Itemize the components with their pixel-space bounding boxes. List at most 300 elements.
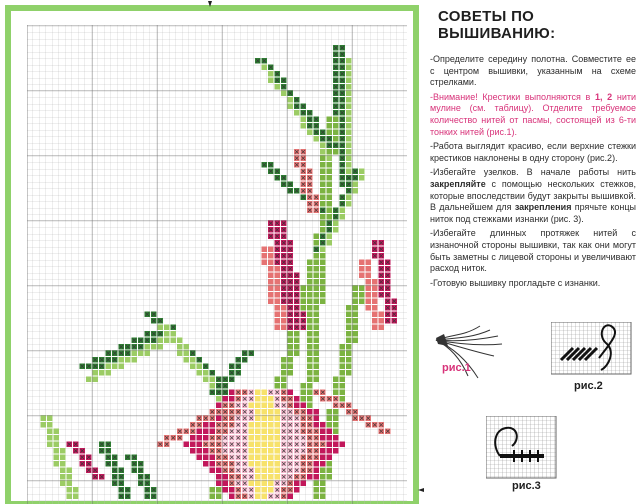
stitch-cell (314, 344, 320, 350)
stitch-cell (249, 429, 255, 435)
stitch-cell (281, 364, 287, 370)
stitch-cell (268, 396, 274, 402)
stitch-cell (288, 351, 294, 357)
stitch-cell (327, 162, 333, 168)
stitch-cell (275, 266, 281, 272)
stitch-cell (346, 195, 352, 201)
stitch-cell (268, 461, 274, 467)
stitch-cell (320, 286, 326, 292)
stitch-cell (346, 123, 352, 129)
stitch-cell (262, 442, 268, 448)
stitch-cell (301, 403, 307, 409)
stitch-cell (177, 344, 183, 350)
stitch-cell (268, 422, 274, 428)
stitch-cell (262, 65, 268, 71)
stitch-cell (320, 182, 326, 188)
stitch-cell (73, 487, 79, 493)
stitch-cell (268, 266, 274, 272)
stitch-cell (210, 383, 216, 389)
stitch-cell (327, 117, 333, 123)
stitch-cell (73, 494, 79, 500)
stitch-cell (320, 468, 326, 474)
stitch-cell (268, 487, 274, 493)
stitch-cell (262, 416, 268, 422)
stitch-cell (320, 435, 326, 441)
stitch-cell (67, 487, 73, 493)
stitch-cell (262, 260, 268, 266)
stitch-cell (314, 312, 320, 318)
stitch-cell (307, 273, 313, 279)
tip-stitch-direction: -Работа выглядит красиво, если верхние стежки крестиков наклонены в одну сторону (рис.2). (430, 141, 636, 163)
stitch-cell (314, 273, 320, 279)
stitch-cell (340, 351, 346, 357)
stitch-cell (359, 260, 365, 266)
stitch-cell (346, 344, 352, 350)
stitch-cell (262, 390, 268, 396)
stitch-cell (333, 383, 339, 389)
stitch-cell (281, 91, 287, 97)
stitch-cell (301, 383, 307, 389)
stitch-cell (54, 455, 60, 461)
stitch-cell (366, 273, 372, 279)
stitch-cell (327, 175, 333, 181)
stitch-cell (366, 286, 372, 292)
stitch-cell (268, 299, 274, 305)
stitch-cell (340, 442, 346, 448)
stitch-cell (301, 396, 307, 402)
stitch-cell (307, 403, 313, 409)
stitch-cell (255, 435, 261, 441)
stitch-cell (197, 442, 203, 448)
stitch-cell (268, 71, 274, 77)
stitch-cell (314, 299, 320, 305)
stitch-cell (314, 468, 320, 474)
stitch-cell (184, 344, 190, 350)
stitch-cell (281, 370, 287, 376)
stitch-cell (333, 416, 339, 422)
stitch-cell (327, 240, 333, 246)
stitch-cell (294, 481, 300, 487)
stitch-cell (262, 494, 268, 500)
stitch-cell (255, 481, 261, 487)
stitch-cell (366, 260, 372, 266)
stitch-cell (262, 429, 268, 435)
stitch-cell (333, 117, 339, 123)
tip-long-threads: -Избегайте длинных протяжек нитей с изнаночной стороны вышивки, так как они могут быть заметны с лицевой стороны и увеличивают расход ниток. (430, 228, 636, 274)
stitch-cell (301, 292, 307, 298)
stitch-cell (320, 273, 326, 279)
stitch-cell (340, 214, 346, 220)
stitch-cell (314, 494, 320, 500)
stitch-cell (249, 403, 255, 409)
stitch-cell (333, 136, 339, 142)
stitch-cell (301, 305, 307, 311)
stitch-cell (99, 370, 105, 376)
stitch-cell (151, 344, 157, 350)
stitch-cell (307, 318, 313, 324)
stitch-cell (320, 156, 326, 162)
stitch-cell (333, 227, 339, 233)
stitch-cell (210, 455, 216, 461)
stitch-cell (268, 448, 274, 454)
stitch-cell (47, 422, 53, 428)
stitch-cell (216, 468, 222, 474)
stitch-cell (190, 435, 196, 441)
stitch-cell (379, 318, 385, 324)
stitch-cell (268, 279, 274, 285)
stitch-cell (262, 435, 268, 441)
stitch-cell (190, 448, 196, 454)
stitch-cell (340, 383, 346, 389)
stitch-cell (327, 188, 333, 194)
stitch-cell (67, 494, 73, 500)
stitch-cell (314, 461, 320, 467)
stitch-cell (346, 78, 352, 84)
stitch-cell (294, 403, 300, 409)
stitch-cell (275, 448, 281, 454)
stitch-cell (346, 84, 352, 90)
stitch-cell (184, 351, 190, 357)
stitch-cell (314, 279, 320, 285)
stitch-cell (307, 409, 313, 415)
stitch-cell (275, 273, 281, 279)
stitch-cell (197, 455, 203, 461)
stitch-cell (177, 338, 183, 344)
stitch-cell (67, 474, 73, 480)
stitch-cell (327, 123, 333, 129)
stitch-cell (320, 260, 326, 266)
stitch-cell (281, 305, 287, 311)
stitch-cell (249, 461, 255, 467)
stitch-cell (145, 351, 151, 357)
stitch-cell (60, 474, 66, 480)
stitch-cell (346, 351, 352, 357)
stitch-cell (275, 422, 281, 428)
stitch-cell (262, 396, 268, 402)
stitch-cell (320, 299, 326, 305)
stitch-cell (288, 370, 294, 376)
stitch-cell (333, 442, 339, 448)
stitch-cell (223, 474, 229, 480)
stitch-cell (314, 364, 320, 370)
stitch-cell (320, 455, 326, 461)
stitch-cell (268, 468, 274, 474)
stitch-cell (203, 370, 209, 376)
stitch-cell (314, 357, 320, 363)
stitch-cell (327, 409, 333, 415)
stitch-cell (60, 448, 66, 454)
stitch-cell (288, 331, 294, 337)
stitch-cell (346, 58, 352, 64)
stitch-cell (275, 383, 281, 389)
stitch-cell (346, 201, 352, 207)
stitch-cell (327, 429, 333, 435)
stitch-cell (346, 338, 352, 344)
stitch-cell (268, 409, 274, 415)
stitch-cell (164, 331, 170, 337)
stitch-cell (353, 188, 359, 194)
stitch-cell (353, 331, 359, 337)
stitch-cell (106, 370, 112, 376)
stitch-cell (67, 468, 73, 474)
stitch-cell (333, 130, 339, 136)
stitch-cell (216, 494, 222, 500)
stitch-cell (327, 208, 333, 214)
stitch-cell (145, 344, 151, 350)
stitch-cell (346, 312, 352, 318)
stitch-cell (320, 162, 326, 168)
stitch-cell (262, 455, 268, 461)
stitch-cell (333, 422, 339, 428)
stitch-cell (197, 448, 203, 454)
stitch-cell (307, 383, 313, 389)
stitch-cell (249, 455, 255, 461)
stitch-cell (307, 364, 313, 370)
stitch-cell (314, 286, 320, 292)
stitch-cell (307, 396, 313, 402)
stitch-cell (190, 442, 196, 448)
stitch-cell (275, 474, 281, 480)
stitch-cell (346, 71, 352, 77)
stitch-cell (314, 338, 320, 344)
stitch-cell (60, 468, 66, 474)
stitch-cell (281, 383, 287, 389)
stitch-cell (41, 422, 47, 428)
stitch-cell (86, 377, 92, 383)
stitch-cell (93, 370, 99, 376)
stitch-cell (353, 286, 359, 292)
stitch-cell (262, 474, 268, 480)
stitch-cell (346, 97, 352, 103)
stitch-cell (340, 357, 346, 363)
stitch-cell (307, 344, 313, 350)
stitch-cell (366, 299, 372, 305)
stitch-cell (119, 364, 125, 370)
stitch-cell (333, 448, 339, 454)
stitch-cell (255, 461, 261, 467)
stitch-cell (60, 455, 66, 461)
stitch-cell (340, 364, 346, 370)
stitch-cell (106, 364, 112, 370)
stitch-cell (255, 494, 261, 500)
stitch-cell (372, 325, 378, 331)
stitch-cell (275, 292, 281, 298)
stitch-cell (346, 91, 352, 97)
stitch-cell (307, 292, 313, 298)
stitch-cell (268, 273, 274, 279)
stitch-cell (203, 461, 209, 467)
stitch-cell (294, 338, 300, 344)
stitch-cell (255, 429, 261, 435)
stitch-cell (320, 494, 326, 500)
tip-knots: -Избегайте узелков. В начале работы нить закрепляйте с помощью нескольких стежков, которые впоследствии будут закрыты вышивкой. В дальнейшем для закрепления прячьте концы ниток под стежками изнанки (рис. 3). (430, 167, 636, 224)
stitch-cell (255, 390, 261, 396)
stitch-cell (216, 396, 222, 402)
stitch-cell (314, 409, 320, 415)
stitch-cell (372, 318, 378, 324)
thread-securing-icon (486, 416, 558, 480)
stitch-cell (379, 312, 385, 318)
stitch-cell (327, 149, 333, 155)
stitch-cell (197, 429, 203, 435)
stitch-cell (346, 117, 352, 123)
stitch-cell (314, 240, 320, 246)
stitch-cell (320, 195, 326, 201)
stitch-cell (340, 377, 346, 383)
stitch-cell (210, 377, 216, 383)
stitch-cell (320, 481, 326, 487)
stitch-cell (288, 104, 294, 110)
stitch-cell (288, 364, 294, 370)
tip-threads: -Внимание! Крестики выполняются в 1, 2 нити мулине (см. таблицу). Отделите требуемое количество нитей от пасмы, состоящей из 6-ти тонких нитей (рис.1). (430, 91, 637, 137)
stitch-cell (314, 377, 320, 383)
stitch-cell (314, 416, 320, 422)
stitch-cell (54, 435, 60, 441)
stitch-cell (353, 182, 359, 188)
stitch-cell (268, 416, 274, 422)
stitch-cell (197, 435, 203, 441)
stitch-cell (307, 305, 313, 311)
stitch-cell (320, 266, 326, 272)
stitch-cell (301, 117, 307, 123)
stitch-cell (307, 279, 313, 285)
stitch-cell (372, 279, 378, 285)
stitch-cell (301, 123, 307, 129)
stitch-cell (229, 494, 235, 500)
stitch-cell (184, 357, 190, 363)
stitch-cell (268, 78, 274, 84)
stitch-cell (47, 435, 53, 441)
stitch-cell (314, 474, 320, 480)
stitch-cell (158, 344, 164, 350)
stitch-cell (223, 487, 229, 493)
stitch-cell (275, 279, 281, 285)
stitch-cell (320, 292, 326, 298)
stitch-cell (320, 221, 326, 227)
stitch-cell (268, 455, 274, 461)
stitch-cell (366, 266, 372, 272)
stitch-cell (327, 435, 333, 441)
stitch-cell (171, 331, 177, 337)
stitch-cell (60, 481, 66, 487)
stitch-cell (268, 260, 274, 266)
stitch-cell (294, 110, 300, 116)
stitch-cell (197, 370, 203, 376)
stitch-cell (346, 370, 352, 376)
stitch-cell (275, 455, 281, 461)
stitch-cell (346, 357, 352, 363)
stitch-cell (307, 370, 313, 376)
stitch-cell (359, 266, 365, 272)
stitch-cell (353, 305, 359, 311)
stitch-cell (54, 442, 60, 448)
stitch-cell (314, 351, 320, 357)
stitch-cell (67, 481, 73, 487)
stitch-cell (54, 448, 60, 454)
stitch-cell (307, 377, 313, 383)
stitch-cell (288, 344, 294, 350)
stitch-cell (275, 442, 281, 448)
tips-panel (430, 8, 636, 292)
stitch-cell (333, 429, 339, 435)
stitch-cell (203, 455, 209, 461)
stitch-cell (307, 312, 313, 318)
stitch-cell (268, 292, 274, 298)
stitch-cell (333, 377, 339, 383)
stitch-cell (268, 481, 274, 487)
stitch-cell (47, 416, 53, 422)
stitch-cell (203, 429, 209, 435)
stitch-cell (346, 325, 352, 331)
stitch-cell (281, 377, 287, 383)
stitch-cell (346, 162, 352, 168)
stitch-cell (327, 442, 333, 448)
stitch-cell (158, 325, 164, 331)
stitch-cell (262, 448, 268, 454)
stitch-cell (164, 338, 170, 344)
figure-1-label: рис.1 (442, 362, 471, 374)
stitch-cell (327, 201, 333, 207)
stitch-cell (262, 247, 268, 253)
stitch-cell (262, 468, 268, 474)
stitch-cell (314, 292, 320, 298)
stitch-cell (353, 338, 359, 344)
stitch-cell (359, 169, 365, 175)
stitch-cell (353, 325, 359, 331)
stitch-cell (216, 481, 222, 487)
stitch-cell (307, 130, 313, 136)
stitch-cell (255, 422, 261, 428)
stitch-cell (281, 312, 287, 318)
stitch-cell (54, 429, 60, 435)
stitch-cell (346, 65, 352, 71)
stitch-cell (262, 481, 268, 487)
stitch-cell (346, 143, 352, 149)
stitch-cell (333, 149, 339, 155)
stitch-cell (203, 448, 209, 454)
stitch-cell (255, 468, 261, 474)
stitch-cell (281, 318, 287, 324)
stitch-cell (340, 344, 346, 350)
stitch-cell (294, 351, 300, 357)
stitch-direction-icon (551, 322, 635, 376)
stitch-cell (307, 474, 313, 480)
stitch-cell (327, 474, 333, 480)
stitch-cell (301, 286, 307, 292)
stitch-cell (294, 344, 300, 350)
stitch-cell (262, 409, 268, 415)
tip-ironing: -Готовую вышивку прогладьте с изнанки. (430, 277, 601, 288)
stitch-cell (197, 364, 203, 370)
stitch-cell (210, 422, 216, 428)
stitch-cell (288, 357, 294, 363)
stitch-cell (366, 279, 372, 285)
stitch-cell (184, 442, 190, 448)
stitch-cell (359, 286, 365, 292)
stitch-cell (275, 299, 281, 305)
stitch-cell (307, 260, 313, 266)
stitch-cell (327, 448, 333, 454)
stitch-cell (320, 422, 326, 428)
stitch-cell (210, 487, 216, 493)
stitch-cell (229, 396, 235, 402)
stitch-cell (333, 123, 339, 129)
stitch-cell (294, 396, 300, 402)
stitch-cell (60, 461, 66, 467)
stitch-cell (327, 214, 333, 220)
stitch-cell (314, 136, 320, 142)
stitch-cell (320, 175, 326, 181)
